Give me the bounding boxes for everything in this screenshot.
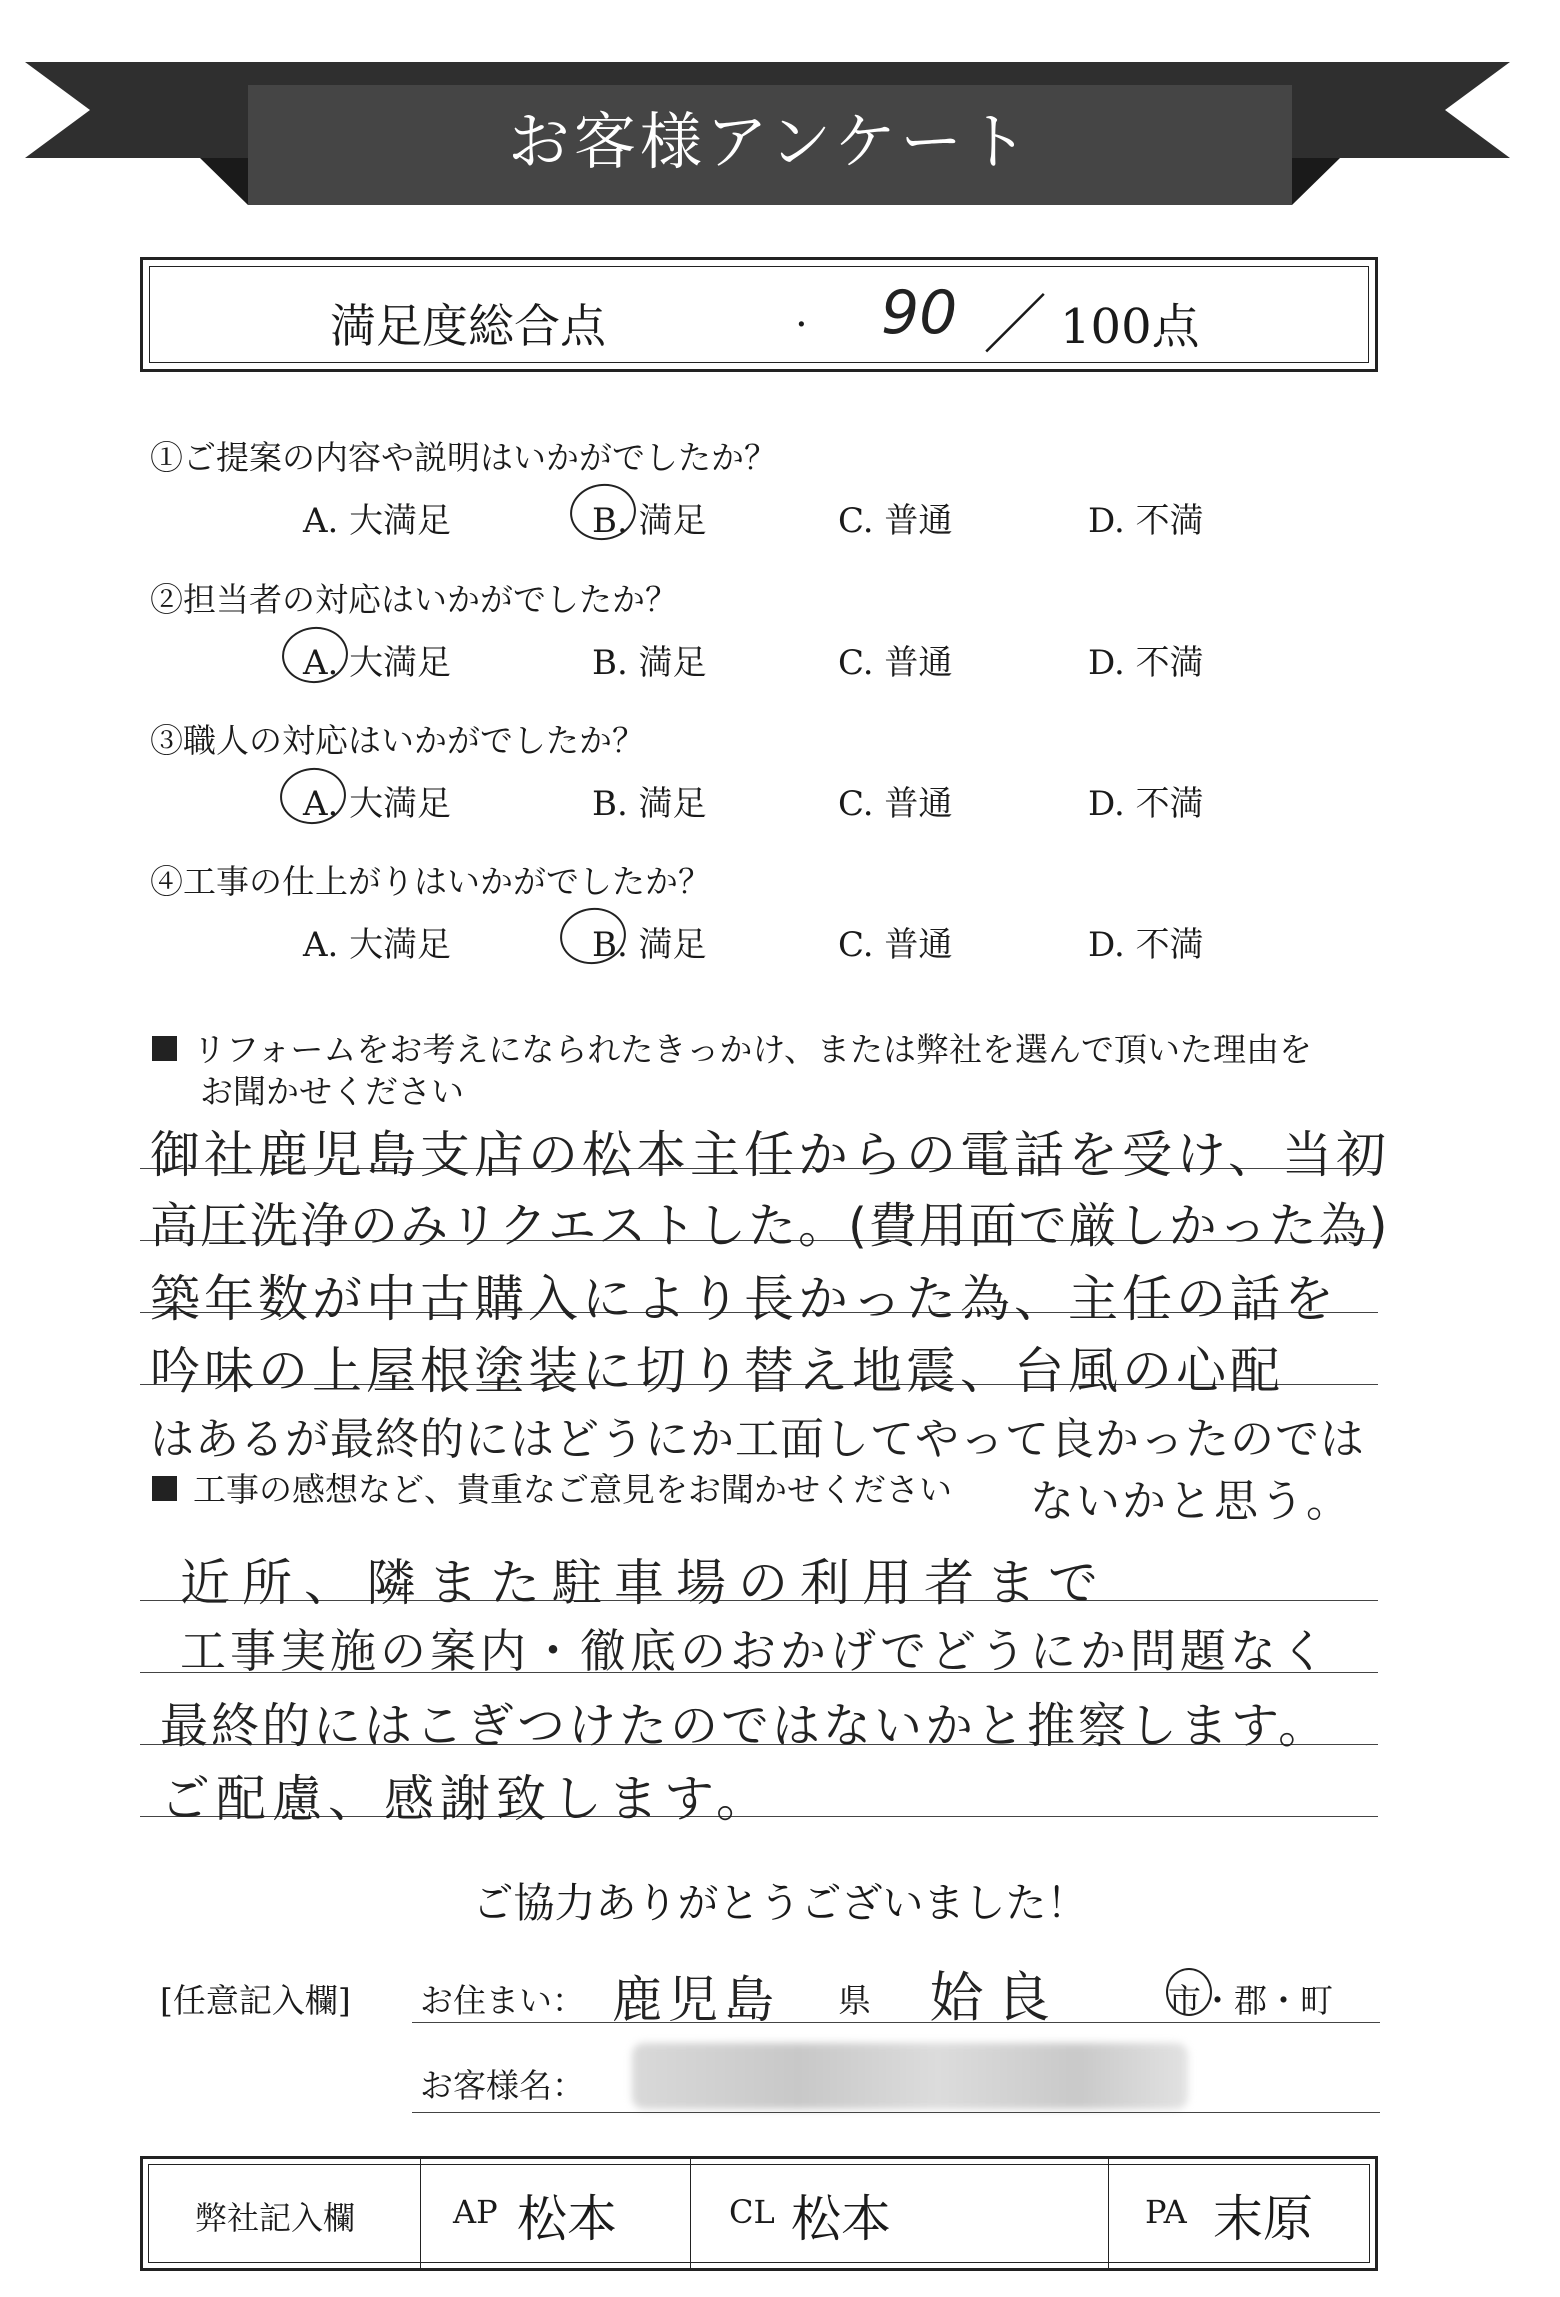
score-box	[140, 257, 1378, 372]
question-2: ②担当者の対応はいかがでしたか？	[150, 580, 678, 619]
feedback-heading	[152, 1464, 952, 1511]
q1-option-d[interactable]: D. 不満	[1088, 501, 1204, 541]
prefecture-value[interactable]: 鹿児島	[612, 1971, 780, 2029]
bullet-square-icon	[152, 1476, 177, 1501]
bullet-square-icon	[152, 1036, 177, 1061]
question-3: ③職人の対応はいかがでしたか？	[150, 721, 645, 760]
cl-value[interactable]: 松本	[791, 2190, 891, 2248]
customer-name-label: お客様名：	[420, 2066, 585, 2105]
prefecture-suffix: 県	[838, 1981, 871, 2020]
question-4: ④工事の仕上がりはいかがでしたか？	[150, 862, 711, 901]
reason-answer-line-5[interactable]: はあるが最終的にはどうにか工面してやって良かったのでは	[150, 1414, 1365, 1465]
office-cell-pa	[1109, 2159, 1375, 2268]
cl-label: CL	[729, 2193, 775, 2231]
question-1: ①ご提案の内容や説明はいかがでしたか？	[150, 438, 777, 477]
q3-option-d[interactable]: D. 不満	[1088, 784, 1204, 824]
score-slash: ／	[983, 289, 1047, 363]
score-dot: .	[795, 290, 808, 336]
city-suffix: 市・郡・町	[1168, 1981, 1333, 2020]
ap-label: AP	[453, 2193, 498, 2231]
score-label: 満足度総合点	[330, 299, 606, 353]
city-type-circle	[1166, 1968, 1212, 2016]
q2-option-d[interactable]: D. 不満	[1088, 643, 1204, 683]
banner-ribbon-fold-left	[200, 158, 248, 205]
feedback-answer-line-1[interactable]: 近所、隣また駐車場の利用者まで	[180, 1554, 1110, 1612]
office-use-table	[140, 2156, 1378, 2271]
q2-option-a[interactable]: A. 大満足	[303, 643, 452, 683]
address-label: お住まい：	[420, 1981, 585, 2020]
reason-answer-line-2[interactable]: 高圧洗浄のみリクエストした。(費用面で厳しかった為)	[150, 1198, 1390, 1254]
q4-option-d[interactable]: D. 不満	[1088, 925, 1204, 965]
q4-option-c[interactable]: C. 普通	[838, 925, 953, 965]
q4-option-a[interactable]: A. 大満足	[303, 925, 452, 965]
reason-answer-line-1[interactable]: 御社鹿児島支店の松本主任からの電話を受け、当初	[150, 1126, 1390, 1184]
office-label: 弊社記入欄	[195, 2199, 356, 2237]
customer-name-redacted	[632, 2043, 1188, 2109]
ap-value[interactable]: 松本	[517, 2190, 617, 2248]
q1-option-c[interactable]: C. 普通	[838, 501, 953, 541]
q1-option-b[interactable]: B. 満足	[592, 501, 707, 541]
pa-value[interactable]: 末原	[1213, 2190, 1313, 2248]
banner-ribbon-fold-right	[1292, 158, 1340, 205]
reason-heading	[152, 1024, 1312, 1071]
office-cell-label	[143, 2159, 421, 2268]
q3-option-b[interactable]: B. 満足	[592, 784, 707, 824]
pa-label: PA	[1145, 2193, 1187, 2231]
q4-option-b[interactable]: B. 満足	[592, 925, 707, 965]
reason-heading-sub: お聞かせください	[200, 1072, 464, 1111]
q2-option-c[interactable]: C. 普通	[838, 643, 953, 683]
q1-option-a[interactable]: A. 大満足	[303, 501, 452, 541]
feedback-answer-line-3[interactable]: 最終的にはこぎつけたのではないかと推察します。	[160, 1698, 1330, 1754]
feedback-answer-line-4[interactable]: ご配慮、感謝致します。	[160, 1770, 772, 1828]
score-max: 100点	[1060, 299, 1200, 355]
reason-answer-line-6[interactable]: ないかと思う。	[1030, 1476, 1352, 1527]
name-rule	[412, 2112, 1380, 2113]
office-cell-cl	[691, 2159, 1109, 2268]
address-rule	[412, 2022, 1380, 2023]
q2-option-b[interactable]: B. 満足	[592, 643, 707, 683]
feedback-heading-text: 工事の感想など、貴重なご意見をお聞かせください	[193, 1470, 952, 1509]
reason-answer-line-3[interactable]: 築年数が中古購入により長かった為、主任の話を	[150, 1270, 1338, 1328]
reason-heading-text: リフォームをお考えになられたきっかけ、または弊社を選んで頂いた理由を	[193, 1030, 1313, 1069]
reason-answer-line-4[interactable]: 吟味の上屋根塗装に切り替え地震、台風の心配	[150, 1342, 1284, 1400]
city-value[interactable]: 姶良	[930, 1966, 1062, 2029]
q3-option-a[interactable]: A. 大満足	[303, 784, 452, 824]
feedback-answer-line-2[interactable]: 工事実施の案内・徹底のおかげでどうにか問題なく	[180, 1624, 1330, 1678]
page-title: お客様アンケート	[507, 105, 1033, 178]
office-cell-ap	[421, 2159, 691, 2268]
score-value: 90	[881, 278, 958, 348]
thanks-message: ご協力ありがとうございました！	[472, 1879, 1088, 1927]
optional-label: [任意記入欄]	[160, 1981, 351, 2020]
q3-option-c[interactable]: C. 普通	[838, 784, 953, 824]
